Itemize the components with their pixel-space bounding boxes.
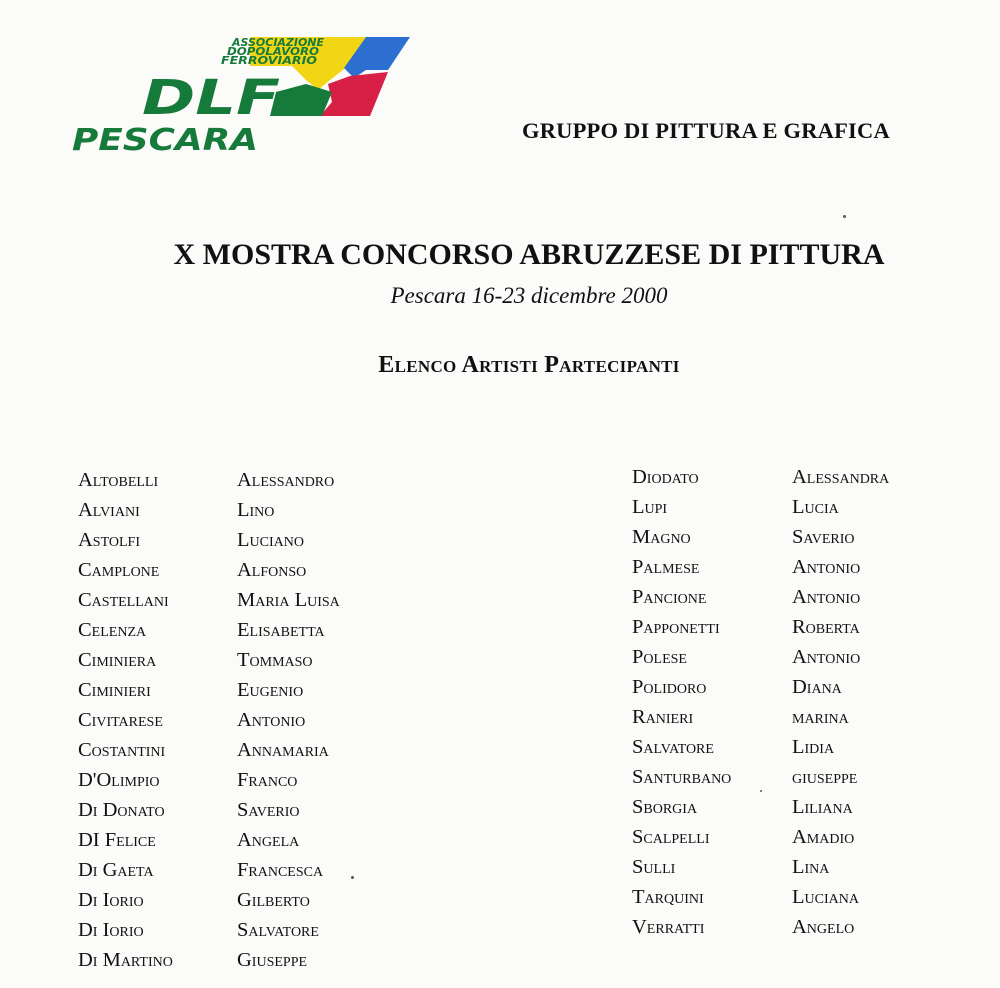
artist-surname: Magno <box>632 526 691 548</box>
artist-surname: Tarquini <box>632 886 704 908</box>
artist-first-name: Lino <box>237 499 275 521</box>
paper-speck <box>843 215 846 218</box>
artist-first-name: Luciana <box>792 886 859 908</box>
artist-surname: Altobelli <box>78 469 159 491</box>
artist-surname: Civitarese <box>78 709 163 731</box>
artist-surname: Papponetti <box>632 616 720 638</box>
artist-surname: Polese <box>632 646 687 668</box>
paper-speck <box>351 876 354 879</box>
artist-surname: Sulli <box>632 856 676 878</box>
paper-speck <box>760 790 762 792</box>
artist-surname: Castellani <box>78 589 169 611</box>
artists-list-heading: Elenco Artisti Partecipanti <box>378 352 680 378</box>
artist-first-name: Luciano <box>237 529 304 551</box>
artist-first-name: Antonio <box>792 556 861 578</box>
artists-left-surnames <box>78 465 173 975</box>
artist-surname: Pancione <box>632 586 707 608</box>
artist-first-name: Antonio <box>792 586 861 608</box>
artist-surname: Ciminieri <box>78 679 151 701</box>
artist-first-name: Giuseppe <box>237 949 308 971</box>
artist-first-name: Alfonso <box>237 559 307 581</box>
logo-assoc-line-1: ASSOCIAZIONE <box>230 37 325 49</box>
artist-first-name: Angelo <box>792 916 855 938</box>
artist-surname: Di Iorio <box>78 889 144 911</box>
artist-surname: Camplone <box>78 559 160 581</box>
artist-first-name: Francesca <box>237 859 324 881</box>
artist-surname: DI Felice <box>78 829 156 851</box>
artist-first-name: Roberta <box>792 616 860 638</box>
artist-surname: Scalpelli <box>632 826 710 848</box>
artist-first-name: Gilberto <box>237 889 310 911</box>
artist-surname: Di Martino <box>78 949 173 971</box>
artist-first-name: Saverio <box>237 799 300 821</box>
artist-surname: Costantini <box>78 739 166 761</box>
exhibition-title: X MOSTRA CONCORSO ABRUZZESE DI PITTURA <box>173 238 885 271</box>
artist-first-name: Lidia <box>792 736 835 758</box>
artist-first-name: Saverio <box>792 526 855 548</box>
artist-surname: Ciminiera <box>78 649 157 671</box>
artist-surname: Di Donato <box>78 799 165 821</box>
artist-first-name: Salvatore <box>237 919 319 941</box>
artist-surname: Di Iorio <box>78 919 144 941</box>
artist-surname: Verratti <box>632 916 705 938</box>
artist-surname: Diodato <box>632 466 699 488</box>
artist-first-name: Maria Luisa <box>237 589 340 611</box>
dlf-pescara-logo <box>70 32 415 154</box>
artist-first-name: Liliana <box>792 796 853 818</box>
artist-surname: Alviani <box>78 499 140 521</box>
logo-assoc-line-2: DOPOLAVORO <box>227 46 320 58</box>
group-heading: GRUPPO DI PITTURA E GRAFICA <box>522 118 890 143</box>
artist-first-name: Lina <box>792 856 830 878</box>
logo-assoc-line-3: FERROVIARIO <box>221 55 318 67</box>
artist-first-name: Alessandra <box>792 466 890 488</box>
artist-surname: Polidoro <box>632 676 707 698</box>
artist-surname: D'Olimpio <box>78 769 160 791</box>
artist-surname: Celenza <box>78 619 147 641</box>
artist-surname: Palmese <box>632 556 700 578</box>
artist-surname: Di Gaeta <box>78 859 154 881</box>
artist-first-name: Amadio <box>792 826 855 848</box>
artist-surname: Santurbano <box>632 766 732 788</box>
artists-left-names <box>237 465 340 975</box>
artist-first-name: Antonio <box>237 709 306 731</box>
artist-first-name: Elisabetta <box>237 619 325 641</box>
artist-surname: Lupi <box>632 496 668 518</box>
artist-surname: Sborgia <box>632 796 698 818</box>
artists-right-names <box>792 462 889 942</box>
artist-surname: Salvatore <box>632 736 714 758</box>
artist-first-name: Alessandro <box>237 469 335 491</box>
artist-first-name: Franco <box>237 769 298 791</box>
logo-city-text: PESCARA <box>72 123 258 154</box>
artist-surname: Astolfi <box>78 529 140 551</box>
artist-first-name: giuseppe <box>792 766 858 788</box>
artist-first-name: Angela <box>237 829 300 851</box>
artist-first-name: Tommaso <box>237 649 313 671</box>
artist-first-name: marina <box>792 706 849 728</box>
artist-surname: Ranieri <box>632 706 694 728</box>
artist-first-name: Lucia <box>792 496 839 518</box>
artist-first-name: Diana <box>792 676 842 698</box>
artist-first-name: Antonio <box>792 646 861 668</box>
exhibition-dates: Pescara 16-23 dicembre 2000 <box>390 283 668 308</box>
artist-first-name: Annamaria <box>237 739 329 761</box>
logo-mark-text: DLF <box>142 70 281 126</box>
artist-first-name: Eugenio <box>237 679 304 701</box>
artists-right-surnames <box>632 462 731 942</box>
